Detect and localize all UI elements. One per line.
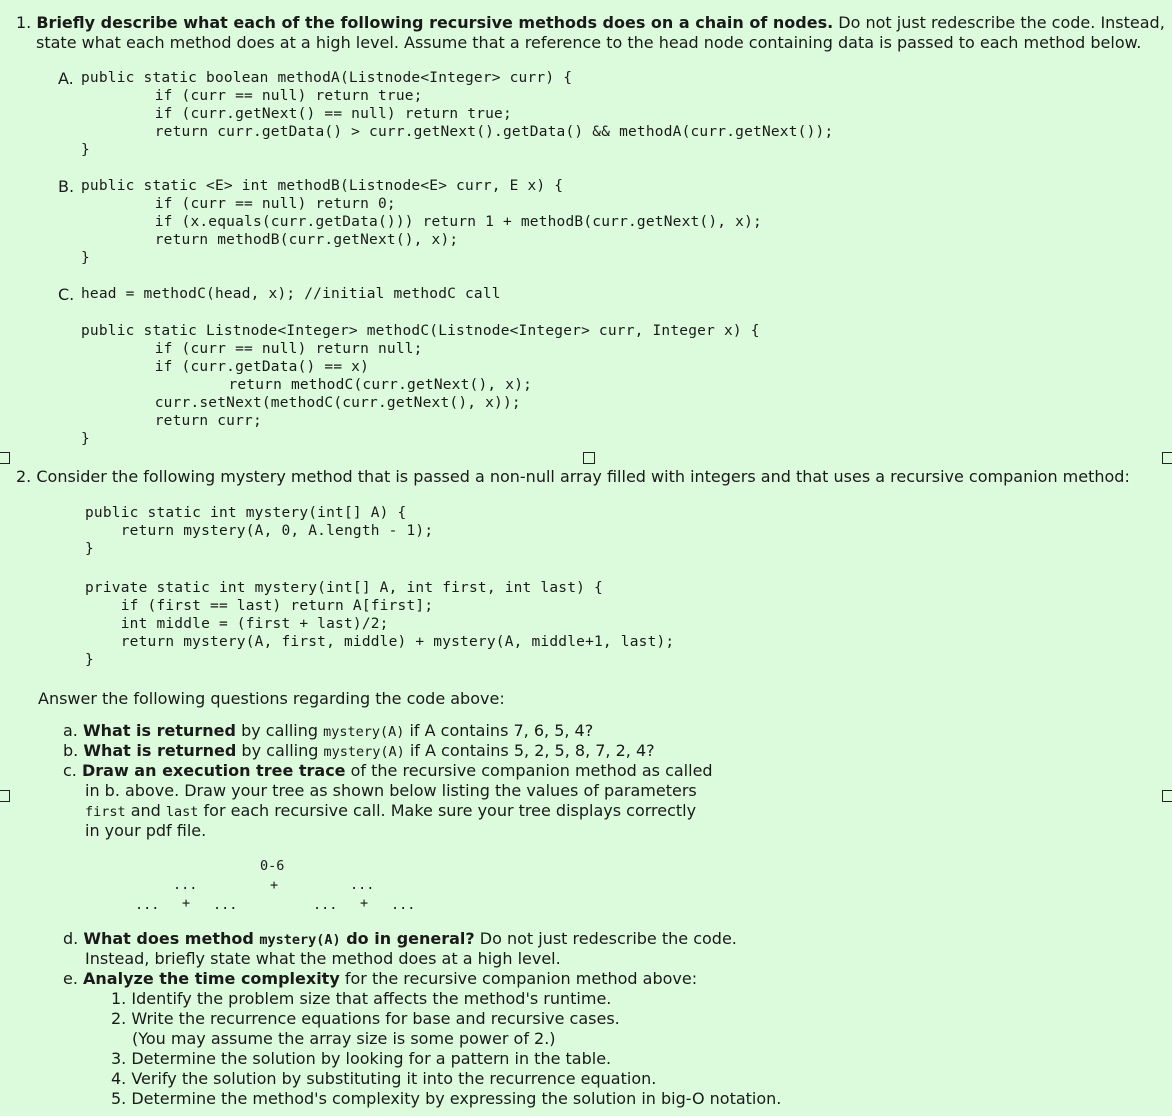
q2-part-b xyxy=(63,741,655,761)
q2-e-step: 2. Write the recurrence equations for base and recursive cases. xyxy=(111,1009,620,1028)
resize-handle-left[interactable] xyxy=(0,452,10,464)
code-line: if (curr == null) return 0; xyxy=(119,196,396,212)
q2-e-step: 4. Verify the solution by substituting it into the recurrence equation. xyxy=(111,1069,657,1088)
code-line: return mystery(A, 0, A.length - 1); xyxy=(85,523,434,539)
method-c-initial-call: head = methodC(head, x); //initial methodC call xyxy=(81,286,501,302)
q2-part-d-line2: Instead, briefly state what the method does at a high level. xyxy=(85,949,561,968)
part-bold: What is returned xyxy=(83,741,237,760)
resize-handle-top[interactable] xyxy=(583,452,595,464)
resize-handle-right[interactable] xyxy=(1162,452,1172,464)
part-label: d. xyxy=(63,929,79,948)
part-bold: Draw an execution tree trace xyxy=(81,761,346,780)
code-line: if (curr.getNext() == null) return true; xyxy=(119,106,512,122)
code-line: if (first == last) return A[first]; xyxy=(85,598,434,614)
mystery-private-code xyxy=(85,579,674,669)
q2-part-d xyxy=(63,929,737,949)
mystery-public-code xyxy=(85,504,433,558)
q1-b-label: B. xyxy=(58,177,75,196)
code-line: public static boolean methodA(Listnode<Integer> curr) { xyxy=(81,70,573,86)
code-line: return curr; xyxy=(119,413,262,429)
part-bold: do in general? xyxy=(340,929,475,948)
code-line: } xyxy=(81,142,90,158)
part-label: b. xyxy=(63,741,79,760)
q2-part-c xyxy=(63,761,713,781)
code-line: int middle = (first + last)/2; xyxy=(85,616,389,632)
tree-dots: ... xyxy=(173,877,198,893)
part-text: for each recursive call. Make sure your tree displays correctly xyxy=(198,801,697,820)
code-line: return methodC(curr.getNext(), x); xyxy=(157,377,533,393)
part-text: for the recursive companion method above: xyxy=(339,969,698,988)
q2-part-c-line3 xyxy=(85,801,696,821)
tree-dots: ... xyxy=(213,897,238,913)
code-line: return curr.getData() > curr.getNext().getData() && methodA(curr.getNext()); xyxy=(119,124,834,140)
q2-e-step: 1. Identify the problem size that affects the method's runtime. xyxy=(111,989,612,1008)
method-c-code xyxy=(81,322,760,448)
q2-part-c-line4: in your pdf file. xyxy=(85,821,207,840)
code-line: if (curr == null) return null; xyxy=(119,341,423,357)
resize-handle-right-lower[interactable] xyxy=(1162,790,1172,802)
code-line: return mystery(A, first, middle) + mystery(A, middle+1, last); xyxy=(85,634,675,650)
part-text: of the recursive companion method as called xyxy=(345,761,713,780)
tree-root: 0-6 xyxy=(260,858,285,874)
method-a-code xyxy=(81,69,833,159)
tree-dots: ... xyxy=(391,897,416,913)
q1-number: 1. xyxy=(16,13,32,32)
code-line: public static int mystery(int[] A) { xyxy=(85,505,407,521)
q2-e-step: 5. Determine the method's complexity by expressing the solution in big-O notation. xyxy=(111,1089,782,1108)
q1-prompt-line2: state what each method does at a high level. Assume that a reference to the head node containing data is passed to each method below. xyxy=(36,33,1142,52)
code-line: if (x.equals(curr.getData())) return 1 + methodB(curr.getNext(), x); xyxy=(119,214,762,230)
tree-dots: ... xyxy=(135,897,160,913)
part-label: c. xyxy=(63,761,77,780)
q2-part-a xyxy=(63,721,593,741)
tree-dots: ... xyxy=(313,897,338,913)
q1-heading xyxy=(16,13,1165,33)
code-line: private static int mystery(int[] A, int first, int last) { xyxy=(85,580,603,596)
part-label: a. xyxy=(63,721,78,740)
code-line: } xyxy=(81,431,90,447)
q2-part-e xyxy=(63,969,697,989)
code-line: public static <E> int methodB(Listnode<E> curr, E x) { xyxy=(81,178,564,194)
q1-a-label: A. xyxy=(58,69,74,88)
part-text: if A contains 5, 2, 5, 8, 7, 2, 4? xyxy=(404,741,655,760)
part-bold: Analyze the time complexity xyxy=(83,969,340,988)
inline-code: last xyxy=(165,804,199,820)
part-text: and xyxy=(125,801,166,820)
code-line: } xyxy=(85,652,94,668)
code-line: return methodB(curr.getNext(), x); xyxy=(119,232,459,248)
q2-intro xyxy=(16,467,1130,487)
q2-e-step: 3. Determine the solution by looking for a pattern in the table. xyxy=(111,1049,612,1068)
q2-number: 2. xyxy=(16,467,32,486)
code-line: curr.setNext(methodC(curr.getNext(), x)); xyxy=(119,395,521,411)
part-text: by calling xyxy=(236,741,324,760)
q2-e-step-note: (You may assume the array size is some power of 2.) xyxy=(132,1029,556,1048)
code-line: if (curr == null) return true; xyxy=(119,88,423,104)
part-text: Do not just redescribe the code. xyxy=(474,929,737,948)
part-bold: What does method xyxy=(83,929,260,948)
inline-code: mystery(A) xyxy=(323,744,405,760)
method-b-code xyxy=(81,177,762,267)
q2-intro-text: Consider the following mystery method that is passed a non-null array filled with integers and that uses a recursive companion method: xyxy=(36,467,1130,486)
inline-code: mystery(A) xyxy=(259,932,341,948)
code-line: } xyxy=(81,250,90,266)
tree-dots: ... xyxy=(350,877,375,893)
tree-plus: + xyxy=(360,895,369,911)
code-line: } xyxy=(85,541,94,557)
part-text: by calling xyxy=(235,721,324,740)
q2-answer-intro: Answer the following questions regarding the code above: xyxy=(38,689,505,708)
tree-plus: + xyxy=(270,877,279,893)
resize-handle-left-lower[interactable] xyxy=(0,790,10,802)
q2-part-c-line2: in b. above. Draw your tree as shown below listing the values of parameters xyxy=(85,781,697,800)
tree-plus: + xyxy=(182,895,191,911)
q1-c-label: C. xyxy=(58,285,75,304)
part-bold: What is returned xyxy=(82,721,236,740)
inline-code: first xyxy=(85,804,126,820)
part-text: if A contains 7, 6, 5, 4? xyxy=(404,721,594,740)
q1-bold-prompt: Briefly describe what each of the following recursive methods does on a chain of nodes. xyxy=(36,13,834,32)
part-label: e. xyxy=(63,969,78,988)
inline-code: mystery(A) xyxy=(323,724,405,740)
code-line: if (curr.getData() == x) xyxy=(119,359,370,375)
code-line: public static Listnode<Integer> methodC(Listnode<Integer> curr, Integer x) { xyxy=(81,323,760,339)
q1-prompt-rest: Do not just redescribe the code. Instead, xyxy=(833,13,1165,32)
